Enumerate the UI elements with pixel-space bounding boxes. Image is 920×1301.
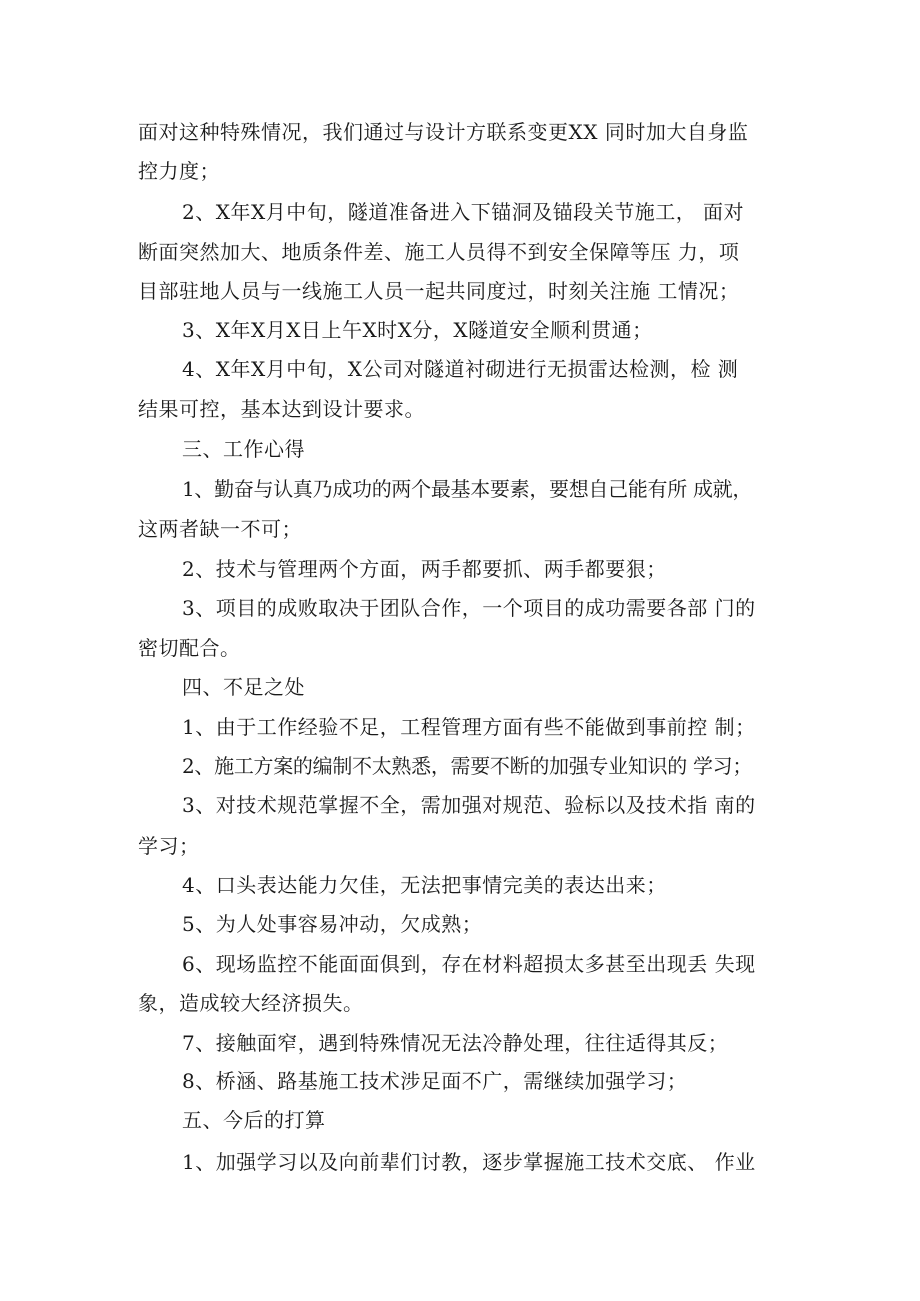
text-line: 断面突然加大、地质条件差、施工人员得不到安全保障等压 力，项 (138, 240, 740, 264)
text-line: 8、桥涵、路基施工技术涉足面不广，需继续加强学习； (182, 1069, 688, 1093)
text-line: 3、X年X月X日上午X时X分，X隧道安全顺利贯通； (182, 318, 653, 342)
text-line: 结果可控，基本达到设计要求。 (138, 397, 425, 421)
section-heading: 五、今后的打算 (182, 1108, 326, 1132)
section-heading: 四、不足之处 (182, 675, 305, 699)
text-line: 2、X年X月中旬，隧道准备进入下锚洞及锚段关节施工， 面对 (182, 200, 745, 224)
text-line: 4、X年X月中旬，X公司对隧道衬砌进行无损雷达检测，检 测 (182, 357, 739, 381)
text-line: 6、现场监控不能面面俱到，存在材料超损太多甚至出现丢 失现 (182, 952, 756, 976)
text-line: 3、对技术规范掌握不全，需加强对规范、验标以及技术指 南的 (182, 793, 756, 817)
text-line: 1、勤奋与认真乃成功的两个最基本要素，要想自己能有所 成就， (182, 477, 753, 501)
text-line: 这两者缺一不可； (138, 517, 302, 541)
text-line: 面对这种特殊情况，我们通过与设计方联系变更XX 同时加大自身监 (138, 120, 749, 144)
text-line: 控力度； (138, 159, 220, 183)
text-line: 4、口头表达能力欠佳，无法把事情完美的表达出来； (182, 873, 667, 897)
text-line: 2、施工方案的编制不太熟悉，需要不断的加强专业知识的 学习； (182, 754, 753, 778)
text-line: 学习； (138, 834, 200, 858)
text-line: 1、由于工作经验不足，工程管理方面有些不能做到事前控 制； (182, 715, 756, 739)
text-line: 5、为人处事容易冲动，欠成熟； (182, 912, 483, 936)
text-line: 3、项目的成败取决于团队合作，一个项目的成功需要各部 门的 (182, 596, 756, 620)
text-line: 1、加强学习以及向前辈们讨教，逐步掌握施工技术交底、 作业 (182, 1150, 756, 1174)
text-line: 目部驻地人员与一线施工人员一起共同度过，时刻关注施 工情况； (138, 279, 740, 303)
text-line: 2、技术与管理两个方面，两手都要抓、两手都要狠； (182, 557, 667, 581)
text-line: 象，造成较大经济损失。 (138, 991, 364, 1015)
text-line: 7、接触面窄，遇到特殊情况无法冷静处理，往往适得其反； (182, 1031, 729, 1055)
section-heading: 三、工作心得 (182, 437, 305, 461)
text-line: 密切配合。 (138, 636, 241, 660)
